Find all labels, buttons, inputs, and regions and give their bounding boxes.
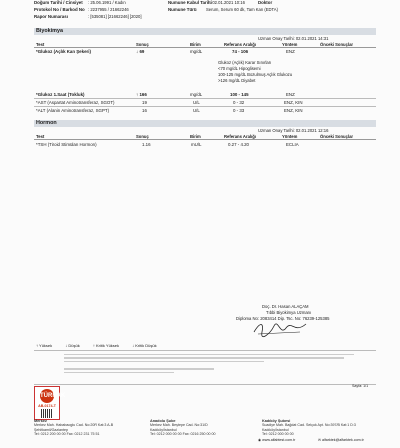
row-rule [34,98,376,99]
ref-range: 100 - 145 [230,92,249,97]
col-method: Yöntem [282,42,298,47]
dob-label: Doğum Tarihi / Cinsiyet [34,0,83,5]
method: ENZ [286,92,295,97]
turkak-accreditation-badge [34,386,66,420]
method: ENZ [286,49,295,54]
turkak-logo-icon: TÜRKAK [40,389,54,403]
test-name: *TSH (Tiroid Stimülan Hormon) [36,142,97,147]
sample-date-value: : 02.01.2021 10:16 [210,0,245,5]
col-previous: Önceki Sonuçlar [320,42,354,47]
ref-range: 0 - 33 [233,108,245,113]
doctor-name: Doç. Dr. Hasan ALAÇAM [262,304,309,309]
footer-web-link[interactable]: ◉ www.alfabtest.com.tr [258,438,296,442]
qr-code-icon [41,409,53,418]
protocol-value: : 2237955 / 21662246 [88,7,129,12]
test-name: *Glukoz 1.Saat (Tokluk) [36,92,85,97]
ref-range: 74 - 106 [232,49,249,54]
col-ref: Referans Aralığı [224,42,256,47]
signature-scribble [250,320,310,338]
protocol-label: Protokol No / Barkod No [34,7,85,12]
footer-email-link[interactable]: ✉ alfarktek@alfarktek.com.tr [318,438,364,442]
sample-type-value: Serum, Serum 60 dk, Tam Kan (EDTA) [206,7,278,12]
flag-legend [36,343,336,348]
col-previous: Önceki Sonuçlar [320,134,354,139]
result: 16 [142,108,147,113]
result-flag-low: ↓ 69 [136,49,145,54]
globe-icon: ◉ [258,438,263,442]
unit: U/L [193,108,200,113]
legend-low: ↓ Düşük [65,343,80,348]
ref-range: 0.27 - 4.20 [228,142,249,147]
result: 19 [142,100,147,105]
report-label: Rapor Numarası [34,14,68,19]
badge-cert: AB-0174-T [38,404,56,408]
glucose-note-line: 100-125 mg/dL Bozulmuş Açlık Glukozu [218,72,293,77]
disclaimer-block [64,352,364,375]
footer-rule [34,350,376,351]
col-method: Yöntem [282,134,298,139]
result: 1.16 [142,142,151,147]
doctor-label: Doktor [258,0,273,5]
row-rule [34,106,376,107]
sample-date-label: Numune Kabul Tarihi [168,0,212,5]
unit: mg/dL [190,92,203,97]
method: ENZ, KIN [284,100,303,105]
footer-rule [34,384,376,385]
legend-crit-low: ↓ Kritik Düşük [132,343,157,348]
patient-header [0,0,400,29]
col-result: Sonuç [136,42,149,47]
section-biyokimya [34,28,376,35]
footer-merkez: Merkez Merkez Mah. Hababaoglu Cad. No:20R Kat:3 A-B Şehitkamil/Gaziantep Tel: 0212 200 00 00 Fax: 0212 231 75 51 [34,419,114,437]
col-test: Test [36,134,45,139]
test-name: *ALT (Alanin Aminotransferaz, SGPT) [36,108,110,113]
approval-date: Uzman Onay Tarihi: 02.01.2021 12:16 [258,128,329,133]
legend-high: ↑ Yüksek [36,343,53,348]
test-name: *Glukoz (Açlık Kan Şekeri) [36,49,91,54]
footer-anadolu: Anadolu Şube Merkez Mah. Beştepe Cad. No:31/D Kadıköy/İstanbul Tel: 0212 000 00 00 Fax: 0216 250 00 00 [150,419,216,437]
col-unit: Birim [190,42,201,47]
glucose-note-title: Glukoz (Açlık) Karar Sınırları [218,60,272,65]
glucose-note-line: <70 mg/dL Hipoglisemi [218,66,261,71]
sample-type-label: Numune Türü [168,7,197,12]
section-hormon [34,120,376,127]
page-number: Sayfa: 1/1 [352,384,369,388]
unit: mU/L [191,142,202,147]
col-result: Sonuç [136,134,149,139]
col-ref: Referans Aralığı [224,134,256,139]
method: ENZ, KIN [284,108,303,113]
glucose-note-line: >126 mg/dL Diyabet [218,78,256,83]
section-title: Hormon [36,120,57,126]
header-rule [34,139,376,140]
header-rule [34,47,376,48]
doctor-title: Tıbbi Biyokimya Uzmanı [266,310,312,315]
col-test: Test [36,42,45,47]
col-unit: Birim [190,134,201,139]
legend-crit-high: ↑ Kritik Yüksek [92,343,120,348]
method: ECLIA [286,142,299,147]
unit: mg/dL [190,49,203,54]
result-flag-high: ↑ 166 [136,92,147,97]
diploma-number: Diploma No: 2083414 Dip. Tsc. No: 76239-125385 [236,316,330,321]
section-title: Biyokimya [36,28,63,34]
footer-kadikoy: Kadıköy Şubesi Suadiye Mah. Bağdat Cad. Selçuk Apt. No:397/B Kat:1 D:3 Kadıköy/İstanbul Tel: 0212 000 00 00 [262,419,356,437]
unit: U/L [193,100,200,105]
ref-range: 0 - 32 [233,100,245,105]
dob-value: : 25.06.1991 / Kadın [88,0,126,5]
test-name: *AST (Aspartat Aminotransferaz, SGOT) [36,100,115,105]
mail-icon: ✉ [318,438,323,442]
approval-date: Uzman Onay Tarihi: 02.01.2021 14:31 [258,36,329,41]
report-value: : [535081] [21662246] [2020] [88,14,142,19]
